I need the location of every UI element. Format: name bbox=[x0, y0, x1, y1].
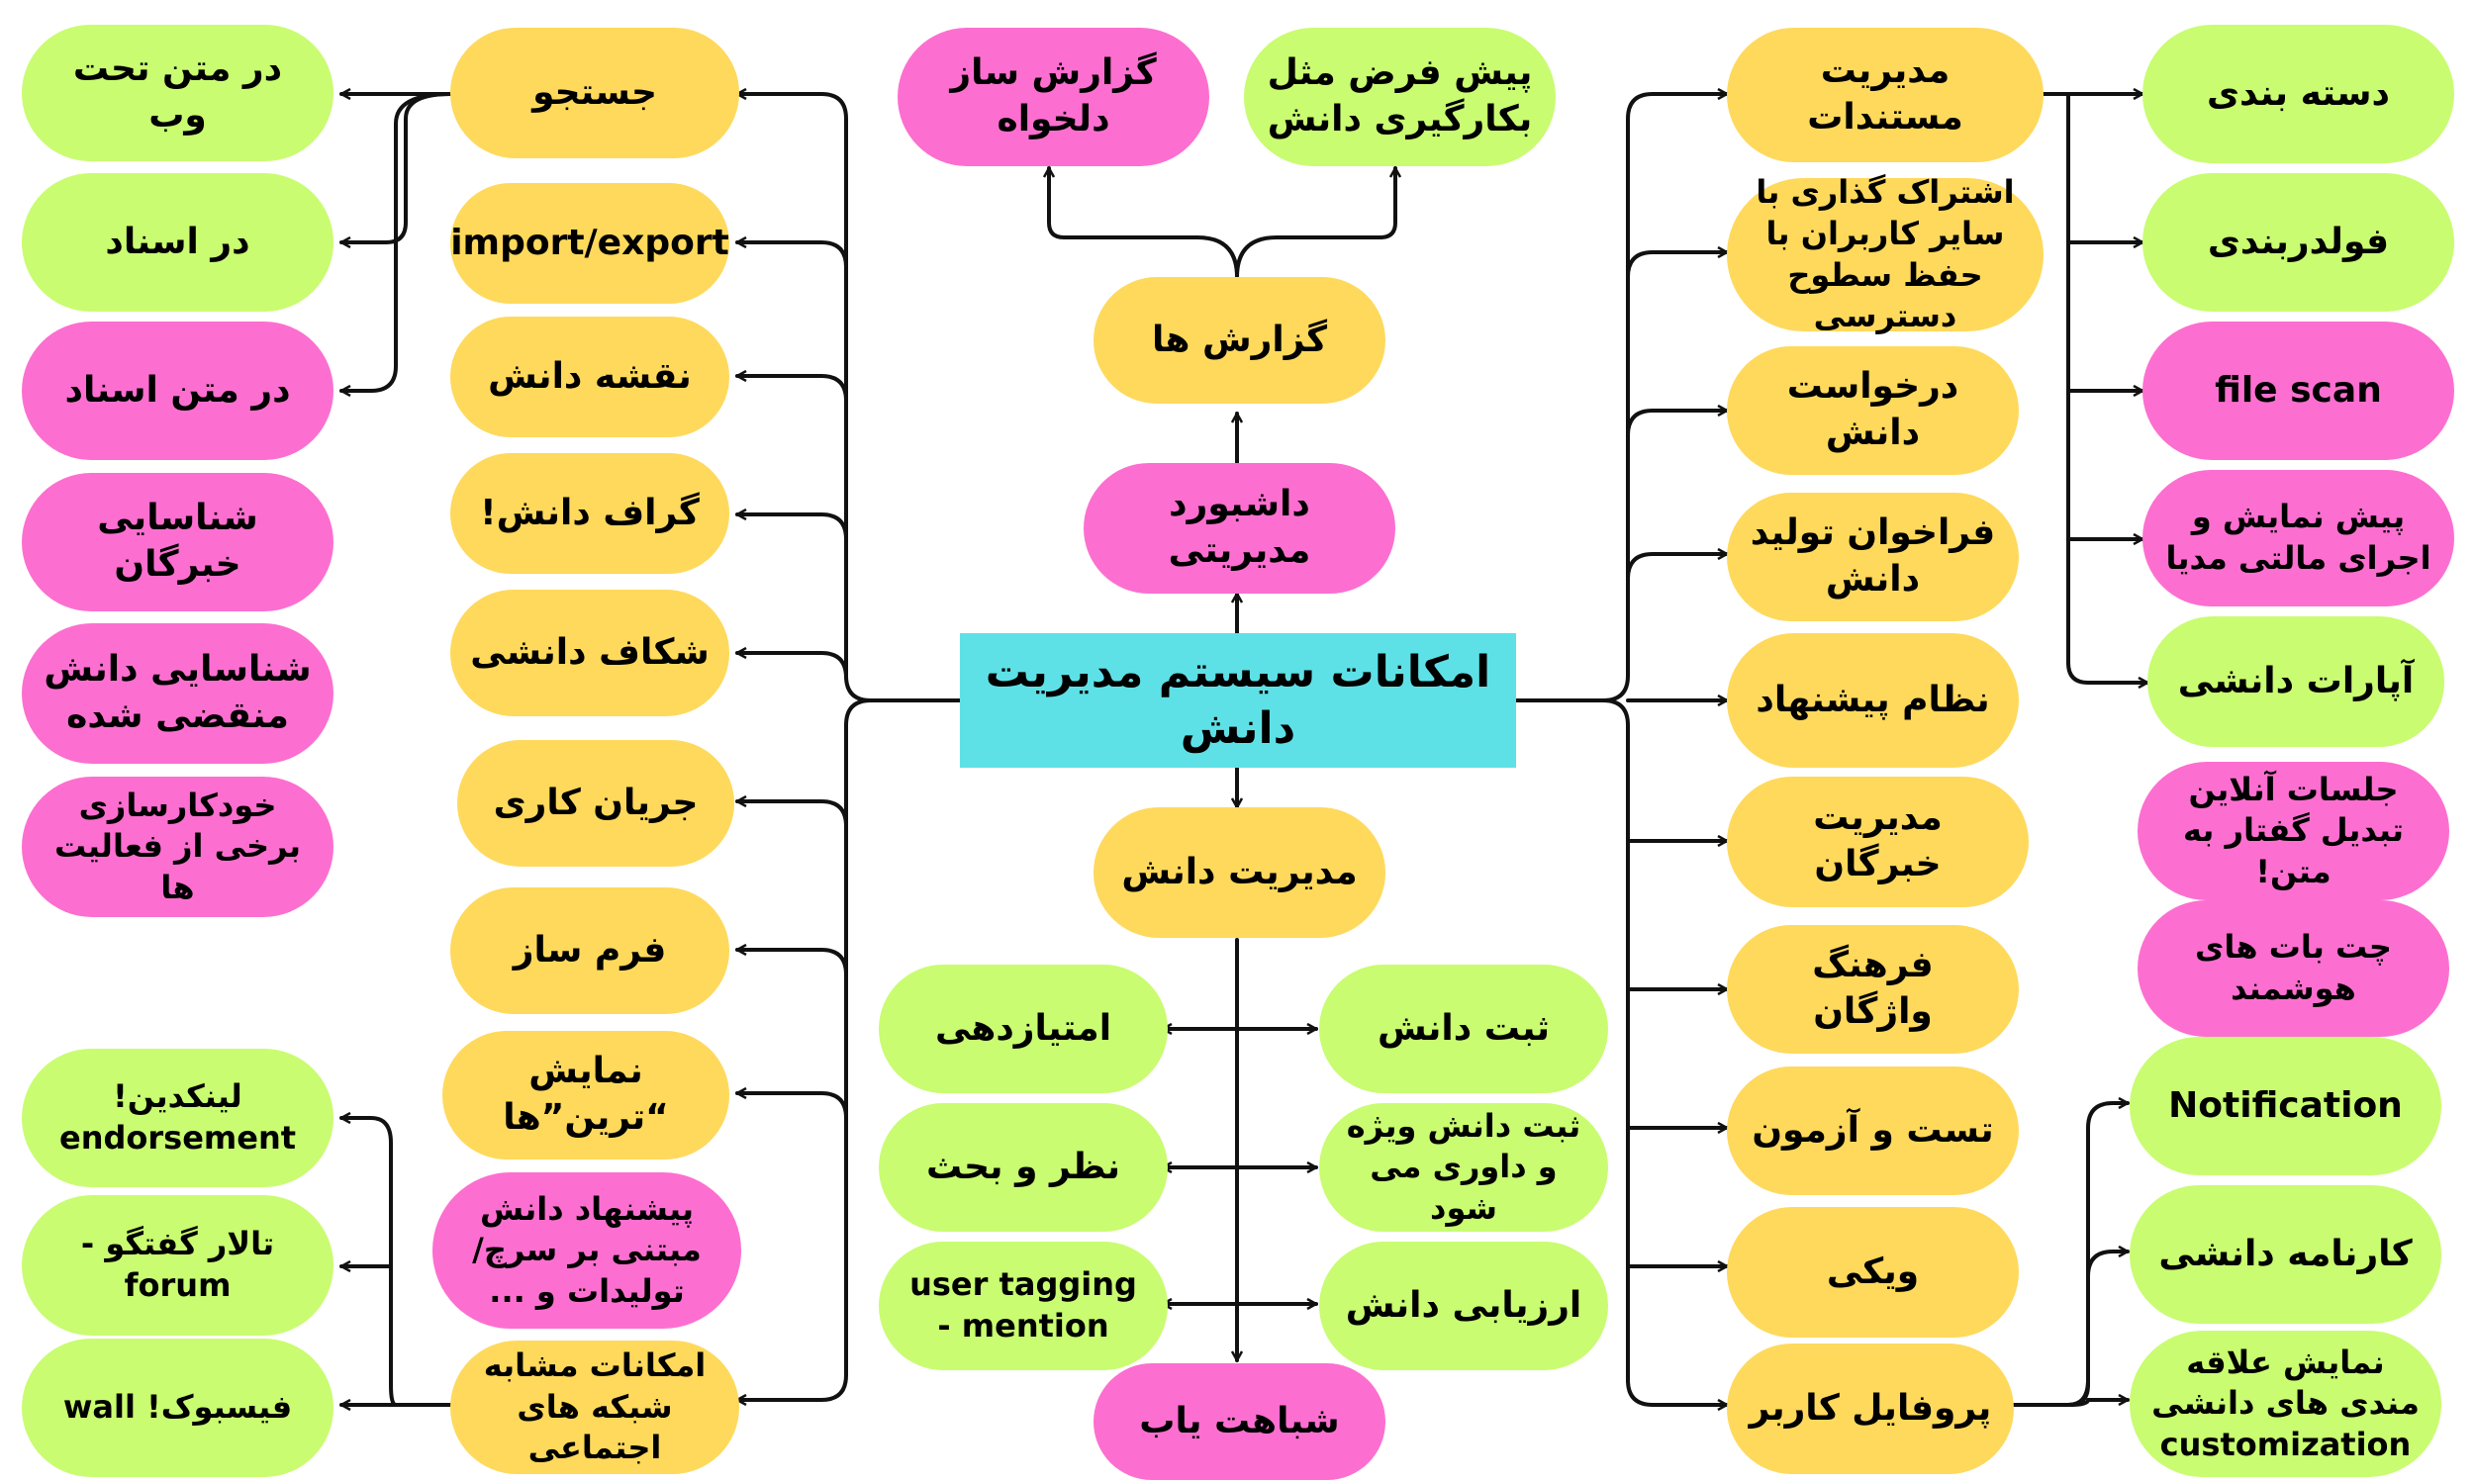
node-knowledge-gap: شکاف دانشی bbox=[450, 590, 729, 716]
node-search: جستجو bbox=[450, 28, 739, 158]
node-dashboard: داشبورد مدیریتی bbox=[1084, 463, 1395, 594]
node-wiki: ویکی bbox=[1727, 1207, 2019, 1338]
node-aparat: آپارات دانشی bbox=[2147, 616, 2444, 747]
node-knowledge-graph: گراف دانش! bbox=[450, 453, 729, 574]
node-web-text: در متن تحت وب bbox=[22, 25, 333, 161]
node-document-management: مدیریت مستندات bbox=[1727, 28, 2044, 162]
node-suggestion-system: نظام پیشنهاد bbox=[1727, 633, 2019, 768]
node-facebook: فیسبوک! wall bbox=[22, 1339, 333, 1477]
node-expert-management: مدیریت خبرگان bbox=[1727, 777, 2029, 907]
node-import-export: import/export bbox=[450, 183, 729, 304]
node-register-knowledge: ثبت دانش bbox=[1319, 965, 1608, 1093]
central-topic: امکانات سیستم مدیریت دانش bbox=[960, 633, 1516, 768]
node-knowledge-suggestion: پیشنهاد دانش مبتنی بر سرچ/ تولیدات و ... bbox=[432, 1172, 741, 1329]
node-folder: فولدربندی bbox=[2142, 173, 2454, 312]
node-knowledge-record: کارنامه دانشی bbox=[2130, 1185, 2441, 1324]
node-sharing: اشتراک گذاری با سایر کاربران با حفظ سطوح دسترسی bbox=[1727, 178, 2044, 331]
node-categorization: دسته بندی bbox=[2142, 25, 2454, 163]
node-online-meetings: جلسات آنلاین تبدیل گفتار به متن! bbox=[2138, 762, 2449, 900]
node-glossary: فرهنگ واژگان bbox=[1727, 925, 2019, 1054]
node-evaluation: ارزیابی دانش bbox=[1319, 1242, 1608, 1370]
node-comment: نظر و بحث bbox=[879, 1103, 1168, 1232]
node-expired-knowledge: شناسایی دانش منقضی شده bbox=[22, 623, 333, 764]
node-social-features: امکانات مشابه شبکه های اجتماعی bbox=[450, 1341, 739, 1474]
node-forum: تالار گفتگو - forum bbox=[22, 1195, 333, 1336]
node-knowledge-management: مدیریت دانش bbox=[1094, 807, 1385, 938]
node-top-items: نمایش “ترین”ها bbox=[442, 1031, 729, 1159]
node-scoring: امتیازدهی bbox=[879, 965, 1168, 1093]
node-workflow: جریان کاری bbox=[457, 740, 734, 867]
node-reports: گزارش ها bbox=[1094, 277, 1385, 404]
node-chatbot: چت بات های هوشمند bbox=[2138, 900, 2449, 1037]
node-file-scan: file scan bbox=[2142, 322, 2454, 460]
node-test: تست و آزمون bbox=[1727, 1067, 2019, 1195]
node-linkedin: لینکدین! endorsement bbox=[22, 1049, 333, 1187]
node-multimedia-preview: پیش نمایش و اجرای مالتی مدیا bbox=[2142, 470, 2454, 606]
node-notification: Notification bbox=[2130, 1037, 2441, 1175]
node-automation: خودکارسازی برخی از فعالیت ها bbox=[22, 777, 333, 917]
node-knowledge-request: درخواست دانش bbox=[1727, 346, 2019, 475]
node-in-doc-text: در متن اسناد bbox=[22, 322, 333, 460]
node-expert-identification: شناسایی خبرگان bbox=[22, 473, 333, 611]
node-default-report: پیش فرض مثل بکارگیری دانش bbox=[1244, 28, 1556, 166]
node-knowledge-map: نقشه دانش bbox=[450, 317, 729, 437]
node-user-profile: پروفایل کاربر bbox=[1727, 1344, 2014, 1474]
node-custom-report: گزارش ساز دلخواه bbox=[898, 28, 1209, 166]
node-knowledge-call: فراخوان تولید دانش bbox=[1727, 493, 2019, 621]
node-special-knowledge: ثبت دانش ویژه و داوری می شود bbox=[1319, 1103, 1608, 1232]
node-interests-customization: نمایش علاقه مندی های دانشی customization bbox=[2130, 1331, 2441, 1477]
node-similarity-finder: شباهت یاب bbox=[1094, 1363, 1385, 1480]
node-user-tagging: user tagging - mention bbox=[879, 1242, 1168, 1370]
node-in-docs: در اسناد bbox=[22, 173, 333, 312]
node-form-builder: فرم ساز bbox=[450, 887, 729, 1014]
